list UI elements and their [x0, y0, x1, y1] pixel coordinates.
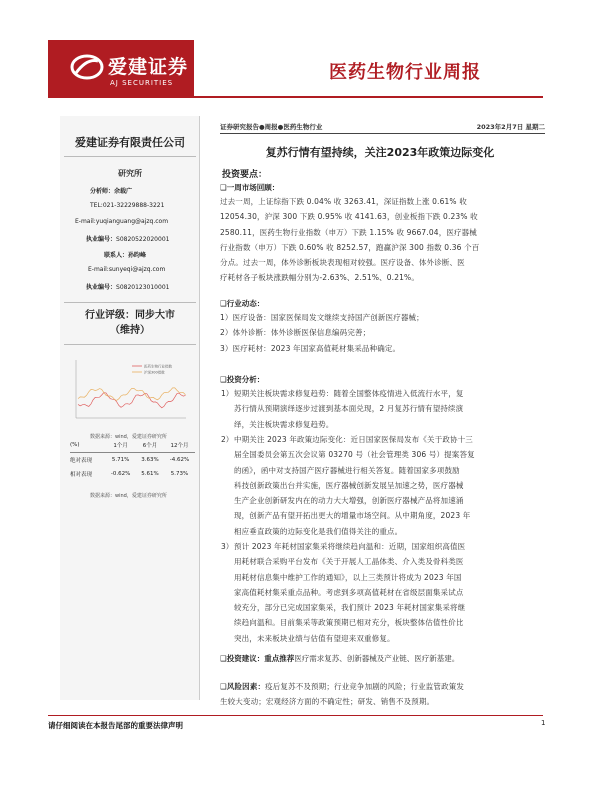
section-title: 投资要点： — [222, 170, 268, 180]
index-trend-svg — [72, 356, 188, 426]
table-row — [70, 453, 195, 468]
market-review-title: ❑一周市场回顾： — [220, 183, 280, 192]
series-line-1 — [78, 393, 186, 408]
table-cell: 5.61% — [141, 471, 159, 477]
sidebar — [60, 116, 200, 700]
investment-suggestion: ❑投资建议：重点推荐医疗需求复苏、创新器械及产业链、医疗新基建。 — [220, 654, 460, 663]
legend-label-1: 医药生物行业指数 — [144, 364, 172, 369]
industry-dynamics-title: ❑行业动态： — [220, 299, 265, 308]
company-name: 爱建证券有限责任公司 — [75, 136, 185, 149]
sidebar-divider — [64, 302, 196, 303]
report-category: 证券研究报告●周报●医药生物行业 — [220, 123, 323, 131]
investment-analysis-title: ❑投资分析： — [220, 375, 265, 384]
sidebar-divider — [64, 344, 196, 345]
analyst-line: 分析师：余载广 — [90, 188, 133, 195]
table-source: 数据来源：wind，爱建证券研究所 — [90, 493, 167, 499]
chart-source: 数据来源：wind，爱建证券研究所 — [90, 434, 167, 440]
index-trend-chart — [72, 356, 188, 426]
table-cell: -4.62% — [169, 457, 190, 463]
performance-table — [70, 438, 195, 481]
risk-factors: ❑风险因素：疫后复苏不及预期；行业竞争加剧的风险；行业监管政策发 生较大变动；宏观经济方面的不确定性；研发、销售不及预期。 — [220, 682, 465, 707]
logo-text-cn: 爱建证券 — [108, 56, 189, 78]
industry-dynamics-body: 1）医疗设备：国家医保局发文继续支持国产创新医疗器械； 2）体外诊断：体外诊断医保信息编码完善； 3）医疗耗材：2023 年国家高值耗材集采品种确定。 — [220, 313, 424, 353]
table-header-row — [70, 438, 195, 453]
sidebar-divider — [64, 156, 196, 157]
report-headline: 复苏行情有望持续，关注2023年政策边际变化 — [265, 146, 495, 159]
legal-disclaimer-notice: 请仔细阅读在本报告尾部的重要法律声明 — [48, 721, 183, 730]
contact-line: 联系人：孙昀峰 — [104, 252, 147, 259]
table-row — [70, 467, 195, 481]
contact-cert: 执业编号：S0820123010001 — [86, 284, 170, 291]
table-cell: 绝对表现 — [70, 458, 93, 464]
logo-text-en: AJ SECURITIES — [110, 79, 174, 87]
company-logo — [48, 40, 194, 98]
table-cell: 3.63% — [141, 457, 159, 463]
table-cell: 5.73% — [170, 471, 189, 477]
logo-emblem-icon — [70, 52, 104, 82]
report-date: 2023年2月7日 星期二 — [476, 123, 545, 131]
table-header-cell: 6个月 — [136, 438, 164, 453]
footer-divider — [48, 715, 543, 716]
research-dept-label: 研究所 — [118, 169, 142, 178]
industry-rating: 行业评级：同步大市 （维持） — [85, 310, 175, 336]
report-header — [48, 40, 543, 98]
page-number: 1 — [541, 719, 546, 727]
table-header-cell: 1个月 — [105, 438, 136, 453]
analyst-email: E-mail:yuqianguang@ajzq.com — [75, 218, 169, 225]
analyst-cert: 执业编号：S0820522020001 — [86, 236, 170, 243]
table-cell: 5.71% — [111, 457, 130, 463]
market-review-body: 过去一周，上证综指下跌 0.04% 收 3263.41，深证指数上涨 0.61% 收 12054.30，沪深 300 下跌 0.95% 收 4141.63，创业板指下跌 0.23% 收 2580.11，医药生物行业指数（申万）下跌 1.15% 收 9667.04，医疗器械 行业指数（申万）下跌 0.60% 收 8252.57，跑赢沪深 300 指数 0.36 个百 分点。过去一周，体外诊断板块表现相对较强。医疗设备、体外诊断、医 疗耗材各子板块涨跌幅分别为-2.63%、2.51%、0.21%。 — [220, 197, 480, 283]
table-cell: -0.62% — [110, 471, 131, 477]
table-header-cell: 12个月 — [164, 438, 195, 453]
table-cell: 相对表现 — [70, 472, 93, 478]
report-type-title: 医药生物行业周报 — [329, 62, 481, 83]
analyst-tel: TEL:021-32229888-3221 — [90, 202, 165, 209]
meta-divider — [220, 133, 545, 134]
contact-email: E-mail:sunyeqi@ajzq.com — [88, 266, 166, 273]
table-header-cell: (%) — [70, 438, 105, 453]
header-divider — [194, 96, 543, 98]
legend-label-2: 沪深300指数 — [144, 370, 165, 375]
